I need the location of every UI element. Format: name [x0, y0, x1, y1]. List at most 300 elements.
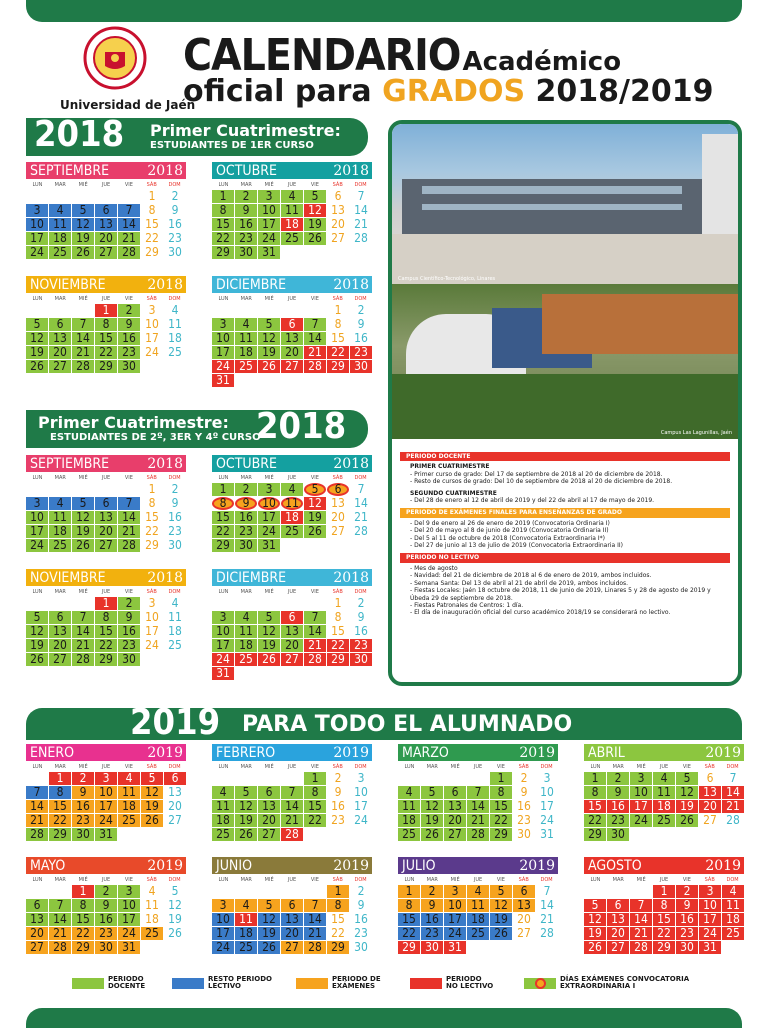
day-cell: 12: [258, 913, 280, 926]
day-cell: 14: [304, 625, 326, 638]
empty-cell: [607, 885, 629, 898]
day-cell: 2: [357, 884, 365, 898]
day-cell: 21: [281, 814, 303, 827]
day-cell: 6: [281, 318, 303, 331]
weekday-row: [26, 473, 186, 482]
day-cell: 19: [258, 639, 280, 652]
weekday-label: SÁB: [146, 295, 157, 302]
month-name: DICIEMBRE: [216, 276, 287, 293]
day-cell: 12: [72, 218, 94, 231]
day-cell: 25: [168, 638, 182, 652]
month-december-first: [212, 276, 372, 387]
day-cell: 19: [676, 800, 698, 813]
month-header: [26, 857, 186, 874]
day-cell: 13: [331, 203, 345, 217]
band-title: Primer Cuatrimestre:: [150, 121, 341, 140]
section-band-upper-years: [26, 406, 368, 448]
day-cell: 1: [95, 597, 117, 610]
day-grid: [26, 483, 186, 552]
day-cell: 4: [281, 190, 303, 203]
day-cell: 8: [490, 786, 512, 799]
day-cell: 22: [304, 814, 326, 827]
day-cell: 13: [49, 332, 71, 345]
month-name: SEPTIEMBRE: [30, 162, 110, 179]
weekday-label: JUE: [473, 763, 483, 770]
day-cell: 24: [444, 927, 466, 940]
day-cell: 7: [118, 497, 140, 510]
weekday-row: [212, 875, 372, 884]
day-cell: 15: [212, 511, 234, 524]
day-cell: 6: [706, 771, 714, 785]
day-cell: 18: [281, 218, 303, 231]
day-cell: 4: [118, 772, 140, 785]
empty-cell: [118, 483, 140, 496]
day-cell: 1: [653, 885, 675, 898]
day-cell: 25: [467, 927, 489, 940]
day-cell: 7: [357, 482, 365, 496]
day-cell: 8: [398, 899, 420, 912]
legend-label: PERIODO: [446, 975, 482, 983]
weekday-label: SÁB: [518, 876, 529, 883]
day-cell: 21: [72, 639, 94, 652]
day-cell: 18: [467, 913, 489, 926]
day-cell: 25: [212, 828, 234, 841]
day-cell: 21: [49, 927, 71, 940]
day-cell: 6: [164, 772, 186, 785]
day-cell: 3: [148, 596, 156, 610]
day-cell: 26: [304, 525, 326, 538]
day-cell: 12: [258, 625, 280, 638]
weekday-label: MAR: [240, 474, 252, 481]
day-cell: 21: [354, 217, 368, 231]
day-cell: 11: [235, 332, 257, 345]
day-cell: 6: [334, 189, 342, 203]
weekday-label: MAR: [54, 474, 66, 481]
empty-cell: [281, 885, 303, 898]
day-cell: 27: [331, 231, 345, 245]
day-cell: 11: [235, 913, 257, 926]
day-cell: 25: [653, 814, 675, 827]
day-cell: 17: [699, 913, 721, 926]
day-cell: 8: [334, 317, 342, 331]
weekday-label: LUN: [32, 763, 43, 770]
info-line: - El día de inauguración oficial del curso académico 2018/19 se considerará no lectivo.: [410, 609, 671, 617]
weekday-label: LUN: [32, 474, 43, 481]
weekday-label: SÁB: [332, 474, 343, 481]
weekday-label: VIE: [124, 763, 133, 770]
day-cell: 26: [490, 927, 512, 940]
day-cell: 26: [235, 828, 257, 841]
day-cell: 26: [304, 232, 326, 245]
month-year: 2019: [705, 857, 741, 874]
weekday-label: JUE: [473, 876, 483, 883]
day-cell: 28: [72, 360, 94, 373]
day-grid: [584, 772, 744, 841]
day-cell: 17: [118, 913, 140, 926]
weekday-label: SÁB: [332, 181, 343, 188]
day-cell: 2: [95, 885, 117, 898]
day-cell: 12: [676, 786, 698, 799]
month-header: [26, 744, 186, 761]
weekday-label: DOM: [540, 763, 553, 770]
day-cell: 5: [584, 899, 606, 912]
day-cell: 16: [354, 912, 368, 926]
day-cell: 3: [543, 771, 551, 785]
day-cell: 19: [235, 814, 257, 827]
band-year: 2018: [34, 114, 125, 155]
day-cell: 8: [148, 496, 156, 510]
day-cell: 30: [421, 941, 443, 954]
empty-cell: [304, 597, 326, 610]
day-cell: 26: [258, 360, 280, 373]
legend-no-lectivo: [410, 976, 493, 990]
seal-icon: [60, 26, 170, 92]
day-cell: 10: [630, 786, 652, 799]
day-cell: 4: [49, 497, 71, 510]
day-cell: 27: [281, 653, 303, 666]
day-cell: 23: [95, 927, 117, 940]
day-cell: 28: [304, 360, 326, 373]
weekday-label: MIÉ: [78, 763, 88, 770]
day-cell: 28: [726, 813, 740, 827]
day-cell: 6: [49, 318, 71, 331]
weekday-row: [584, 762, 744, 771]
day-cell: 10: [212, 332, 234, 345]
day-cell: 19: [304, 511, 326, 524]
day-cell: 15: [331, 331, 345, 345]
day-cell: 2: [607, 772, 629, 785]
day-cell: 12: [235, 800, 257, 813]
title-academico: Académico: [462, 47, 622, 77]
day-cell: 7: [467, 786, 489, 799]
month-name: MARZO: [402, 744, 449, 761]
day-cell: 21: [304, 639, 326, 652]
info-line: - Del 5 al 11 de octubre de 2018 (Convocatoria Extraordinaria I*): [410, 534, 605, 542]
day-cell: 24: [95, 814, 117, 827]
day-cell: 5: [26, 611, 48, 624]
day-cell: 26: [141, 814, 163, 827]
day-cell: 9: [607, 786, 629, 799]
day-cell: 1: [334, 303, 342, 317]
day-cell: 8: [49, 786, 71, 799]
day-cell: 1: [49, 772, 71, 785]
day-cell: 4: [235, 899, 257, 912]
day-cell: 8: [304, 786, 326, 799]
day-cell: 27: [703, 813, 717, 827]
day-cell: 9: [171, 496, 179, 510]
day-cell: 18: [145, 912, 159, 926]
day-cell: 14: [540, 898, 554, 912]
day-cell: 11: [281, 204, 303, 217]
day-cell: 5: [304, 483, 326, 496]
empty-cell: [235, 885, 257, 898]
day-cell: 5: [490, 885, 512, 898]
day-cell: 20: [331, 510, 345, 524]
day-cell: 18: [49, 525, 71, 538]
day-cell: 23: [118, 346, 140, 359]
day-cell: 15: [398, 913, 420, 926]
day-cell: 24: [145, 638, 159, 652]
day-cell: 23: [235, 232, 257, 245]
empty-cell: [212, 597, 234, 610]
day-cell: 25: [235, 653, 257, 666]
weekday-label: MIÉ: [264, 763, 274, 770]
empty-cell: [304, 885, 326, 898]
day-cell: 19: [421, 814, 443, 827]
month-year: 2018: [147, 162, 183, 179]
day-cell: 15: [304, 800, 326, 813]
day-cell: 27: [26, 941, 48, 954]
day-cell: 20: [444, 814, 466, 827]
info-line: - Resto de cursos de grado: Del 10 de septiembre de 2018 al 20 de diciembre de 2018.: [410, 478, 673, 486]
day-cell: 1: [148, 482, 156, 496]
weekday-label: JUE: [287, 588, 297, 595]
day-cell: 25: [235, 941, 257, 954]
weekday-label: VIE: [310, 763, 319, 770]
empty-cell: [235, 304, 257, 317]
month-year: 2018: [147, 276, 183, 293]
weekday-label: LUN: [32, 588, 43, 595]
day-cell: 22: [145, 524, 159, 538]
empty-cell: [26, 772, 48, 785]
day-cell: 26: [72, 246, 94, 259]
weekday-label: SÁB: [332, 876, 343, 883]
day-cell: 11: [212, 800, 234, 813]
band-title: PARA TODO EL ALUMNADO: [242, 712, 573, 737]
month-header: [212, 162, 372, 179]
band-year: 2019: [130, 702, 221, 743]
weekday-label: DOM: [726, 763, 739, 770]
weekday-label: DOM: [354, 295, 367, 302]
day-cell: 7: [281, 786, 303, 799]
weekday-label: LUN: [218, 181, 229, 188]
day-cell: 19: [141, 800, 163, 813]
day-cell: 1: [95, 304, 117, 317]
weekday-label: JUE: [287, 181, 297, 188]
day-cell: 9: [118, 318, 140, 331]
day-cell: 30: [235, 246, 257, 259]
weekday-label: SÁB: [146, 181, 157, 188]
empty-cell: [212, 772, 234, 785]
info-line: - Del 20 de mayo al 8 de junio de 2019 (Convocatoria Ordinaria II): [410, 527, 609, 535]
band-title: Primer Cuatrimestre:: [38, 413, 229, 432]
day-cell: 22: [95, 346, 117, 359]
legend-swatch: [524, 978, 556, 989]
day-cell: 24: [118, 927, 140, 940]
day-cell: 27: [444, 828, 466, 841]
day-cell: 30: [350, 360, 372, 373]
day-cell: 14: [118, 218, 140, 231]
weekday-label: MAR: [54, 876, 66, 883]
month-august: [584, 857, 744, 954]
day-cell: 21: [540, 912, 554, 926]
day-cell: 5: [72, 497, 94, 510]
day-cell: 27: [95, 539, 117, 552]
day-cell: 7: [304, 899, 326, 912]
day-cell: 25: [722, 927, 744, 940]
day-cell: 27: [281, 941, 303, 954]
day-cell: 7: [72, 318, 94, 331]
day-cell: 1: [327, 885, 349, 898]
weekday-label: DOM: [168, 876, 181, 883]
weekday-label: MAR: [612, 763, 624, 770]
day-cell: 20: [95, 525, 117, 538]
weekday-row: [398, 875, 558, 884]
day-cell: 14: [354, 496, 368, 510]
day-cell: 23: [350, 346, 372, 359]
day-cell: 11: [398, 800, 420, 813]
day-cell: 18: [168, 331, 182, 345]
day-cell: 3: [630, 772, 652, 785]
day-cell: 31: [258, 246, 280, 259]
day-cell: 30: [118, 360, 140, 373]
day-cell: 13: [699, 786, 721, 799]
month-year: 2018: [147, 455, 183, 472]
day-cell: 28: [304, 941, 326, 954]
day-cell: 18: [653, 800, 675, 813]
month-year: 2019: [147, 744, 183, 761]
day-cell: 30: [95, 941, 117, 954]
weekday-label: VIE: [496, 763, 505, 770]
day-cell: 8: [334, 610, 342, 624]
day-cell: 8: [148, 203, 156, 217]
day-cell: 3: [444, 885, 466, 898]
day-grid: [212, 885, 372, 954]
weekday-label: MAR: [240, 876, 252, 883]
legend-resto: [172, 976, 272, 990]
day-cell: 13: [281, 913, 303, 926]
day-cell: 24: [354, 813, 368, 827]
day-cell: 14: [72, 625, 94, 638]
empty-cell: [444, 772, 466, 785]
month-december-upper: [212, 569, 372, 680]
weekday-label: MIÉ: [264, 876, 274, 883]
day-cell: 7: [26, 786, 48, 799]
empty-cell: [212, 304, 234, 317]
month-july: [398, 857, 558, 954]
weekday-label: MIÉ: [264, 295, 274, 302]
day-grid: [26, 597, 186, 666]
day-cell: 15: [145, 510, 159, 524]
day-cell: 18: [212, 814, 234, 827]
day-cell: 29: [327, 360, 349, 373]
month-header: [26, 276, 186, 293]
day-cell: 22: [490, 814, 512, 827]
weekday-label: DOM: [168, 474, 181, 481]
month-year: 2019: [147, 857, 183, 874]
day-cell: 7: [72, 611, 94, 624]
day-cell: 26: [72, 539, 94, 552]
month-name: ABRIL: [588, 744, 625, 761]
day-cell: 24: [258, 232, 280, 245]
day-cell: 19: [258, 346, 280, 359]
empty-cell: [630, 885, 652, 898]
day-cell: 12: [26, 625, 48, 638]
empty-cell: [281, 772, 303, 785]
legend-label: DÍAS EXÁMENES CONVOCATORIA: [560, 975, 690, 983]
month-year: 2018: [333, 569, 369, 586]
day-cell: 13: [281, 625, 303, 638]
top-bar: [26, 0, 742, 22]
empty-cell: [49, 597, 71, 610]
title-calendario: CALENDARIO: [183, 30, 461, 81]
day-cell: 24: [630, 814, 652, 827]
day-cell: 10: [212, 913, 234, 926]
day-cell: 17: [26, 232, 48, 245]
day-cell: 8: [72, 899, 94, 912]
weekday-label: LUN: [32, 181, 43, 188]
weekday-label: SÁB: [146, 763, 157, 770]
month-header: [398, 857, 558, 874]
month-header: [584, 857, 744, 874]
legend-docente: [72, 976, 145, 990]
day-cell: 19: [72, 232, 94, 245]
day-cell: 2: [118, 304, 140, 317]
day-cell: 29: [653, 941, 675, 954]
photo-caption-top: Campus Científico-Tecnológico, Linares: [398, 276, 496, 282]
day-cell: 31: [212, 667, 234, 680]
month-march: [398, 744, 558, 841]
day-cell: 27: [49, 360, 71, 373]
day-cell: 10: [26, 511, 48, 524]
legend-label: EXTRAORDINARIA I: [560, 982, 636, 990]
weekday-label: MIÉ: [636, 763, 646, 770]
empty-cell: [118, 190, 140, 203]
day-cell: 4: [467, 885, 489, 898]
day-cell: 24: [212, 653, 234, 666]
weekday-label: MAR: [240, 588, 252, 595]
day-cell: 7: [304, 318, 326, 331]
month-name: FEBRERO: [216, 744, 276, 761]
month-header: [26, 569, 186, 586]
day-grid: [398, 885, 558, 954]
day-cell: 19: [304, 218, 326, 231]
weekday-label: VIE: [682, 763, 691, 770]
weekday-label: MAR: [240, 295, 252, 302]
day-cell: 8: [212, 204, 234, 217]
day-cell: 2: [171, 482, 179, 496]
weekday-label: JUE: [287, 474, 297, 481]
weekday-label: SÁB: [704, 763, 715, 770]
day-grid: [26, 885, 186, 954]
empty-cell: [258, 772, 280, 785]
empty-cell: [235, 772, 257, 785]
day-cell: 1: [148, 189, 156, 203]
day-cell: 16: [607, 800, 629, 813]
weekday-label: LUN: [218, 588, 229, 595]
empty-cell: [258, 597, 280, 610]
day-cell: 10: [95, 786, 117, 799]
weekday-label: MIÉ: [78, 588, 88, 595]
month-october-upper: [212, 455, 372, 552]
day-cell: 4: [398, 786, 420, 799]
day-cell: 27: [517, 926, 531, 940]
info-line: - Del 27 de junio al 13 de julio de 2019 (Convocatoria Extraordinaria II): [410, 542, 623, 550]
exam-day-icon: [535, 978, 546, 989]
info-heading-docente: PERIODO DOCENTE: [400, 452, 730, 461]
month-name: OCTUBRE: [216, 162, 277, 179]
bottom-bar: [26, 1008, 742, 1028]
day-cell: 22: [72, 927, 94, 940]
day-cell: 21: [118, 232, 140, 245]
month-february: [212, 744, 372, 841]
weekday-row: [26, 875, 186, 884]
day-cell: 12: [304, 204, 326, 217]
day-cell: 30: [168, 538, 182, 552]
month-header: [584, 744, 744, 761]
day-cell: 22: [49, 814, 71, 827]
info-heading-no-lectivo: PERIODO NO LECTIVO: [400, 553, 730, 562]
